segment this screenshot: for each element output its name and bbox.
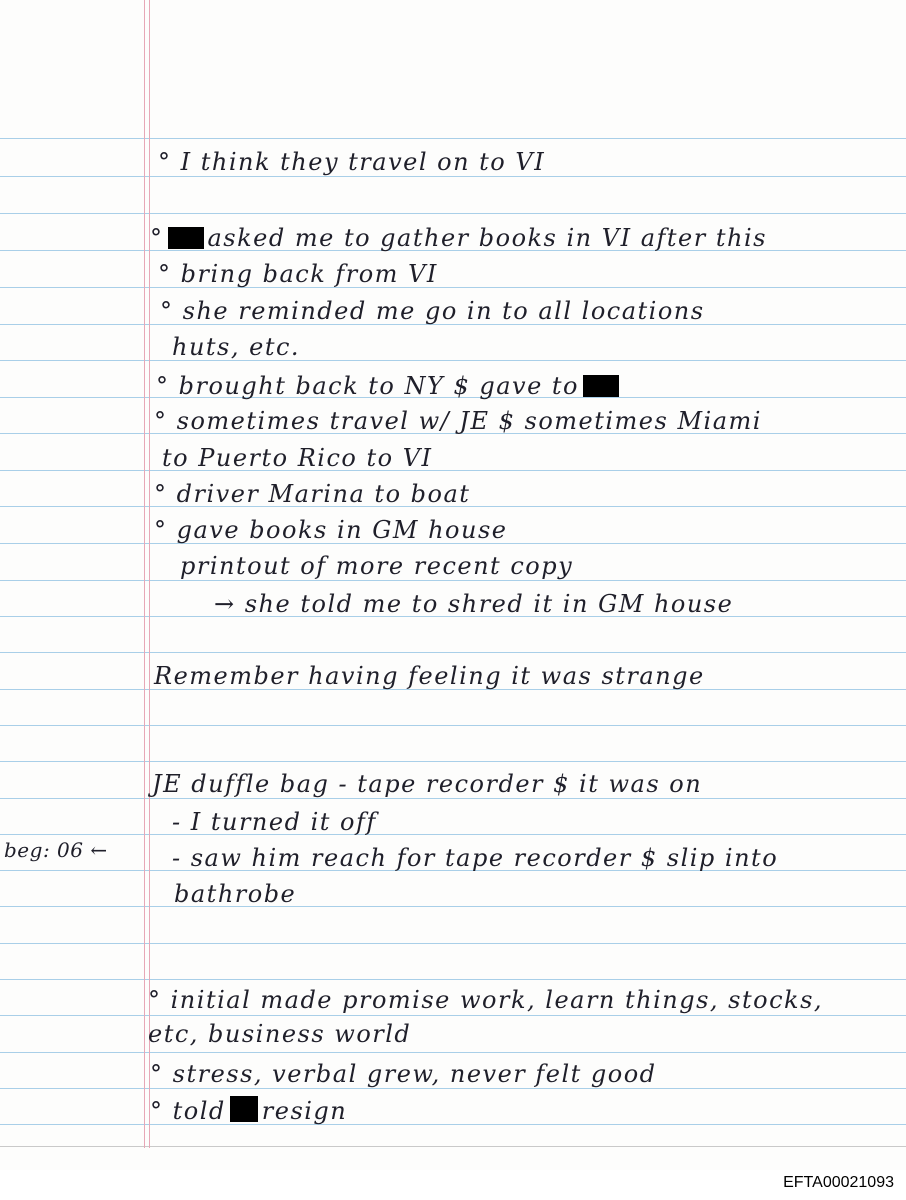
note-line — [150, 226, 767, 250]
ruled-line — [0, 176, 906, 177]
ruled-line — [0, 725, 906, 726]
redaction-box — [583, 375, 619, 397]
margin-note: beg: 06 ← — [4, 838, 108, 862]
note-text: ° told — [150, 1097, 226, 1125]
note-line — [150, 1096, 347, 1123]
ruled-line — [0, 834, 906, 835]
note-line: printout of more recent copy — [180, 552, 574, 580]
note-line: ° stress, verbal grew, never felt good — [150, 1060, 657, 1088]
page-bottom-edge — [0, 1146, 906, 1147]
ruled-line — [0, 1015, 906, 1016]
note-line: - saw him reach for tape recorder $ slip into — [172, 844, 779, 872]
ruled-line — [0, 906, 906, 907]
note-line: ° she reminded me go in to all locations — [160, 297, 705, 325]
note-line — [156, 374, 623, 398]
note-line: huts, etc. — [172, 333, 301, 361]
ruled-line — [0, 652, 906, 653]
ruled-line — [0, 979, 906, 980]
note-line: ° I think they travel on to VI — [158, 148, 546, 176]
note-line: bathrobe — [174, 880, 297, 908]
ruled-line — [0, 580, 906, 581]
note-line: ° bring back from VI — [158, 260, 438, 288]
note-line: → she told me to shred it in GM house — [214, 590, 734, 618]
ruled-line — [0, 470, 906, 471]
note-line: ° initial made promise work, learn things, stocks, — [148, 986, 824, 1014]
note-line: ° driver Marina to boat — [154, 480, 471, 508]
note-text: asked me to gather books in VI after this — [207, 224, 767, 252]
note-text: resign — [261, 1097, 348, 1125]
ruled-line — [0, 761, 906, 762]
document-id: EFTA00021093 — [783, 1174, 894, 1191]
note-line: to Puerto Rico to VI — [162, 444, 433, 472]
note-line: ° sometimes travel w/ JE $ sometimes Miami — [154, 407, 762, 435]
note-text: ° brought back to NY $ gave to — [156, 372, 579, 400]
ruled-line — [0, 1124, 906, 1125]
ruled-line — [0, 943, 906, 944]
ruled-line — [0, 1052, 906, 1053]
redaction-box — [230, 1096, 258, 1122]
note-line: - I turned it off — [172, 808, 377, 836]
ruled-line — [0, 1088, 906, 1089]
margin-line — [144, 0, 145, 1148]
note-line: Remember having feeling it was strange — [154, 662, 705, 690]
redaction-box — [168, 227, 204, 249]
ruled-line — [0, 360, 906, 361]
ruled-line — [0, 138, 906, 139]
margin-line — [149, 0, 150, 1148]
note-line: etc, business world — [148, 1020, 412, 1048]
note-line: ° gave books in GM house — [154, 516, 508, 544]
ruled-line — [0, 287, 906, 288]
ruled-line — [0, 213, 906, 214]
ruled-line — [0, 798, 906, 799]
note-line: JE duffle bag - tape recorder $ it was on — [152, 770, 703, 798]
bullet: ° — [150, 224, 164, 252]
